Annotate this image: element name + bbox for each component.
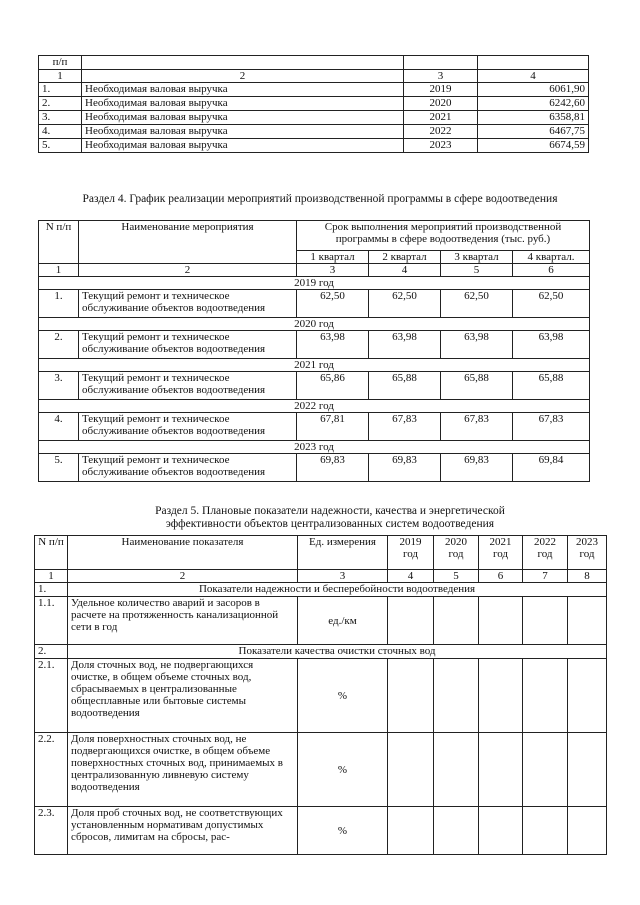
year-heading: 2021 год [39, 359, 590, 372]
row-unit: % [298, 733, 388, 807]
col-number: 2 [82, 70, 404, 83]
row-value: 6061,90 [478, 83, 589, 97]
row-unit: % [298, 659, 388, 733]
row-number: 4. [39, 413, 79, 441]
row-year: 2020 [404, 97, 478, 111]
col-number: 3 [298, 570, 388, 583]
row-number: 4. [39, 125, 82, 139]
row-year: 2022 [404, 125, 478, 139]
col-number: 1 [39, 264, 79, 277]
group-number: 2. [35, 645, 68, 659]
row-value: 69,84 [513, 454, 590, 482]
row-name: Текущий ремонт и техническое обслуживание объектов водоотведения [79, 290, 297, 318]
row-value: 69,83 [297, 454, 369, 482]
row-name: Необходимая валовая выручка [82, 83, 404, 97]
col-number: 1 [35, 570, 68, 583]
table-row [39, 372, 590, 400]
row-value: 62,50 [297, 290, 369, 318]
col-header-2019: 2019 год [388, 536, 434, 570]
revenue-table [38, 55, 589, 153]
col-header-n: п/п [39, 56, 82, 70]
table-row [39, 139, 589, 153]
row-value: 6674,59 [478, 139, 589, 153]
row-name: Необходимая валовая выручка [82, 125, 404, 139]
col-number: 7 [523, 570, 568, 583]
schedule-table [38, 220, 590, 482]
table-row [39, 290, 590, 318]
col-number: 3 [297, 264, 369, 277]
year-heading: 2023 год [39, 441, 590, 454]
row-number: 5. [39, 139, 82, 153]
col-header-q4: 4 квартал. [513, 251, 590, 264]
row-value: 62,50 [513, 290, 590, 318]
row-name: Доля сточных вод, не подвергающихся очистке, в общем объеме сточных вод, сбрасываемых в централизованные общесплавные или бытовые системы водоотведения [68, 659, 298, 733]
table-row [35, 807, 607, 855]
col-header-n: N п/п [39, 221, 79, 264]
row-number: 3. [39, 111, 82, 125]
col-number: 6 [513, 264, 590, 277]
section4-title: Раздел 4. График реализации мероприятий производственной программы в сфере водоотведения [82, 193, 558, 205]
row-value: 67,83 [513, 413, 590, 441]
col-number: 6 [479, 570, 523, 583]
col-number: 4 [388, 570, 434, 583]
row-unit: ед./км [298, 597, 388, 645]
col-header-n: N п/п [35, 536, 68, 570]
row-year: 2023 [404, 139, 478, 153]
row-value: 6467,75 [478, 125, 589, 139]
indicators-table [34, 535, 607, 855]
row-number: 1. [39, 290, 79, 318]
table-row [39, 413, 590, 441]
group-title: Показатели надежности и бесперебойности водоотведения [68, 583, 607, 597]
table-row [39, 454, 590, 482]
row-value: 6358,81 [478, 111, 589, 125]
year-heading: 2020 год [39, 318, 590, 331]
col-number: 4 [478, 70, 589, 83]
section5-title: Раздел 5. Плановые показатели надежности, качества и энергетической эффективности объектов централизованных систем водоотведения [155, 505, 505, 530]
row-name: Доля поверхностных сточных вод, не подвергающихся очистке, в общем объеме поверхностных сточных вод, принимаемых в централизованную ливневую систему водоотведения [68, 733, 298, 807]
row-value: 65,88 [513, 372, 590, 400]
row-name: Необходимая валовая выручка [82, 139, 404, 153]
col-header-2022: 2022 год [523, 536, 568, 570]
row-value: 65,86 [297, 372, 369, 400]
row-value: 69,83 [441, 454, 513, 482]
row-name: Необходимая валовая выручка [82, 97, 404, 111]
row-value: 65,88 [369, 372, 441, 400]
row-name: Текущий ремонт и техническое обслуживание объектов водоотведения [79, 413, 297, 441]
row-value: 6242,60 [478, 97, 589, 111]
row-number: 1.1. [35, 597, 68, 645]
row-value: 69,83 [369, 454, 441, 482]
row-number: 2. [39, 97, 82, 111]
year-heading: 2019 год [39, 277, 590, 290]
row-number: 2.3. [35, 807, 68, 855]
col-header-name: Наименование мероприятия [79, 221, 297, 264]
row-number: 2.1. [35, 659, 68, 733]
table-row [39, 83, 589, 97]
col-number: 1 [39, 70, 82, 83]
row-name: Текущий ремонт и техническое обслуживание объектов водоотведения [79, 372, 297, 400]
row-value: 62,50 [441, 290, 513, 318]
col-header-2021: 2021 год [479, 536, 523, 570]
col-header-q1: 1 квартал [297, 251, 369, 264]
col-number: 3 [404, 70, 478, 83]
table-row [39, 111, 589, 125]
row-name: Удельное количество аварий и засоров в расчете на протяженность канализационной сети в год [68, 597, 298, 645]
row-number: 1. [39, 83, 82, 97]
row-name: Необходимая валовая выручка [82, 111, 404, 125]
row-year: 2019 [404, 83, 478, 97]
col-header-name: Наименование показателя [68, 536, 298, 570]
row-name: Текущий ремонт и техническое обслуживание объектов водоотведения [79, 331, 297, 359]
row-number: 2.2. [35, 733, 68, 807]
row-number: 5. [39, 454, 79, 482]
year-heading: 2022 год [39, 400, 590, 413]
row-number: 2. [39, 331, 79, 359]
table-row [35, 597, 607, 645]
col-header-q2: 2 квартал [369, 251, 441, 264]
group-title: Показатели качества очистки сточных вод [68, 645, 607, 659]
col-header-deadline: Срок выполнения мероприятий производственной программы в сфере водоотведения (тыс. руб.) [297, 221, 590, 251]
row-unit: % [298, 807, 388, 855]
col-header-2023: 2023 год [568, 536, 607, 570]
row-name: Текущий ремонт и техническое обслуживание объектов водоотведения [79, 454, 297, 482]
row-value: 67,83 [369, 413, 441, 441]
row-name: Доля проб сточных вод, не соответствующих установленным нормативам допустимых сбросов, лимитам на сбросы, рас- [68, 807, 298, 855]
table-row [39, 97, 589, 111]
col-number: 2 [79, 264, 297, 277]
table-row [39, 125, 589, 139]
col-number: 5 [434, 570, 479, 583]
col-number: 4 [369, 264, 441, 277]
col-number: 8 [568, 570, 607, 583]
row-value: 63,98 [441, 331, 513, 359]
row-value: 67,83 [441, 413, 513, 441]
group-number: 1. [35, 583, 68, 597]
row-number: 3. [39, 372, 79, 400]
table-row [39, 331, 590, 359]
col-number: 2 [68, 570, 298, 583]
table-row [35, 659, 607, 733]
row-value: 63,98 [369, 331, 441, 359]
col-header-q3: 3 квартал [441, 251, 513, 264]
row-value: 63,98 [297, 331, 369, 359]
table-row [35, 733, 607, 807]
row-value: 62,50 [369, 290, 441, 318]
row-year: 2021 [404, 111, 478, 125]
row-value: 65,88 [441, 372, 513, 400]
row-value: 63,98 [513, 331, 590, 359]
col-header-unit: Ед. измерения [298, 536, 388, 570]
col-header-2020: 2020 год [434, 536, 479, 570]
row-value: 67,81 [297, 413, 369, 441]
col-number: 5 [441, 264, 513, 277]
